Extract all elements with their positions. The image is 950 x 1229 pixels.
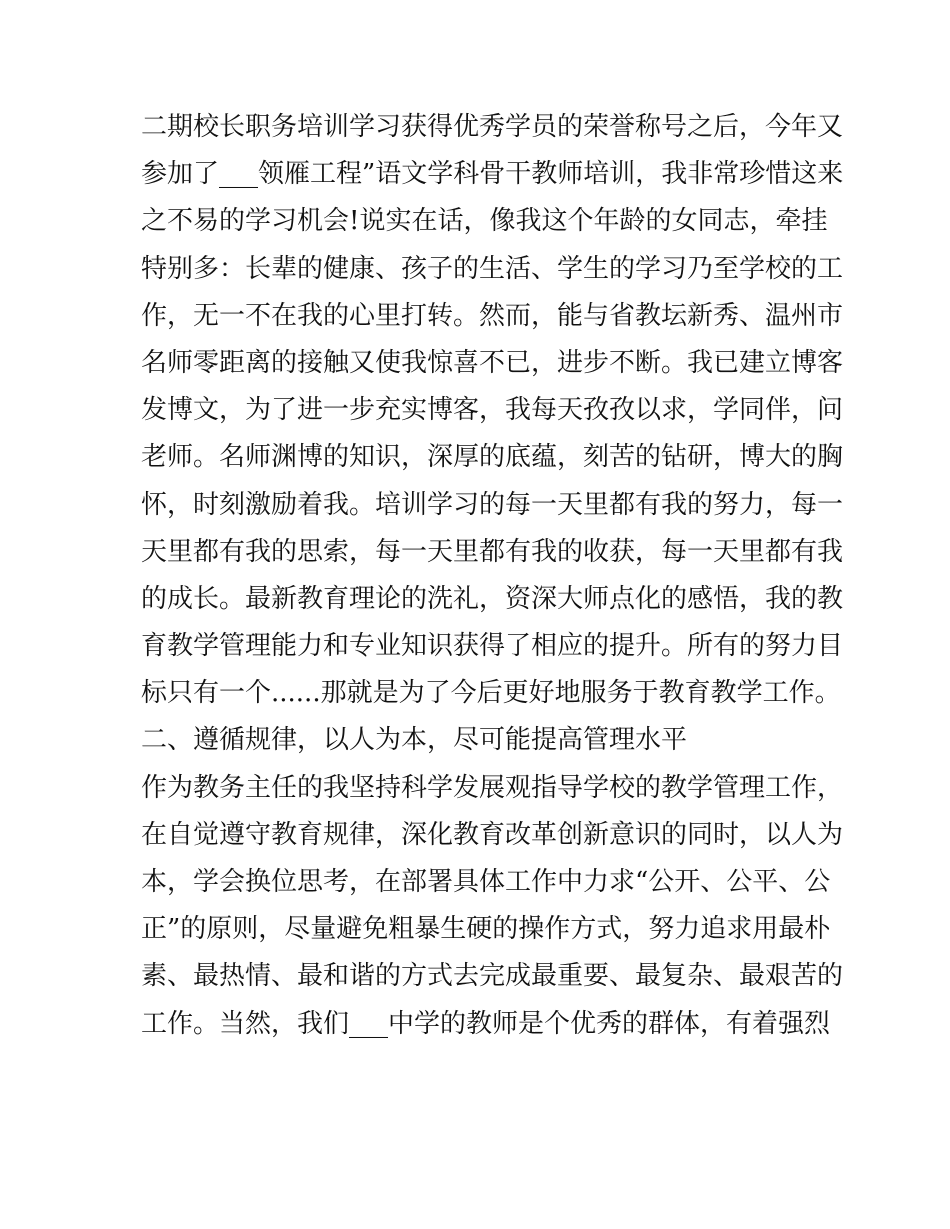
- text-line: 的成长。最新教育理论的洗礼，资深大师点化的感悟，我的教: [141, 583, 844, 614]
- text-line: 素、最热情、最和谐的方式去完成最重要、最复杂、最艰苦的: [141, 961, 844, 992]
- text-line: 作，无一不在我的心里打转。然而，能与省教坛新秀、温州市: [141, 300, 844, 331]
- text-line: 工作。当然，我们___中学的教师是个优秀的群体，有着强烈: [141, 1008, 831, 1039]
- text-line: 天里都有我的思索，每一天里都有我的收获，每一天里都有我: [141, 536, 844, 567]
- text-line: 育教学管理能力和专业知识获得了相应的提升。所有的努力目: [141, 631, 844, 662]
- text-line: 特别多：长辈的健康、孩子的生活、学生的学习乃至学校的工: [141, 253, 844, 284]
- text-line: 作为教务主任的我坚持科学发展观指导学校的教学管理工作，: [141, 772, 844, 803]
- body-text: [141, 104, 844, 1048]
- text-line: 之不易的学习机会!说实在话，像我这个年龄的女同志，牵挂: [141, 206, 828, 237]
- text-line: 标只有一个......那就是为了今后更好地服务于教育教学工作。: [141, 678, 841, 709]
- text-line: 名师零距离的接触又使我惊喜不已，进步不断。我已建立博客: [141, 347, 844, 378]
- text-line: 老师。名师渊博的知识，深厚的底蕴，刻苦的钻研，博大的胸: [141, 442, 844, 473]
- text-line: 发博文，为了进一步充实博客，我每天孜孜以求，学同伴，问: [141, 395, 844, 426]
- text-line: 在自觉遵守教育规律，深化教育改革创新意识的同时，以人为: [141, 819, 844, 850]
- text-line: 怀，时刻激励着我。培训学习的每一天里都有我的努力，每一: [141, 489, 844, 520]
- text-line: 本，学会换位思考，在部署具体工作中力求“公开、公平、公: [141, 867, 831, 897]
- section-heading: 二、遵循规律，以人为本，尽可能提高管理水平: [141, 725, 688, 756]
- text-line: 正”的原则，尽量避免粗暴生硬的操作方式，努力追求用最朴: [141, 914, 831, 945]
- text-line: 参加了___领雁工程”语文学科骨干教师培训，我非常珍惜这来: [141, 159, 844, 190]
- text-line: 二期校长职务培训学习获得优秀学员的荣誉称号之后，今年又: [141, 112, 844, 142]
